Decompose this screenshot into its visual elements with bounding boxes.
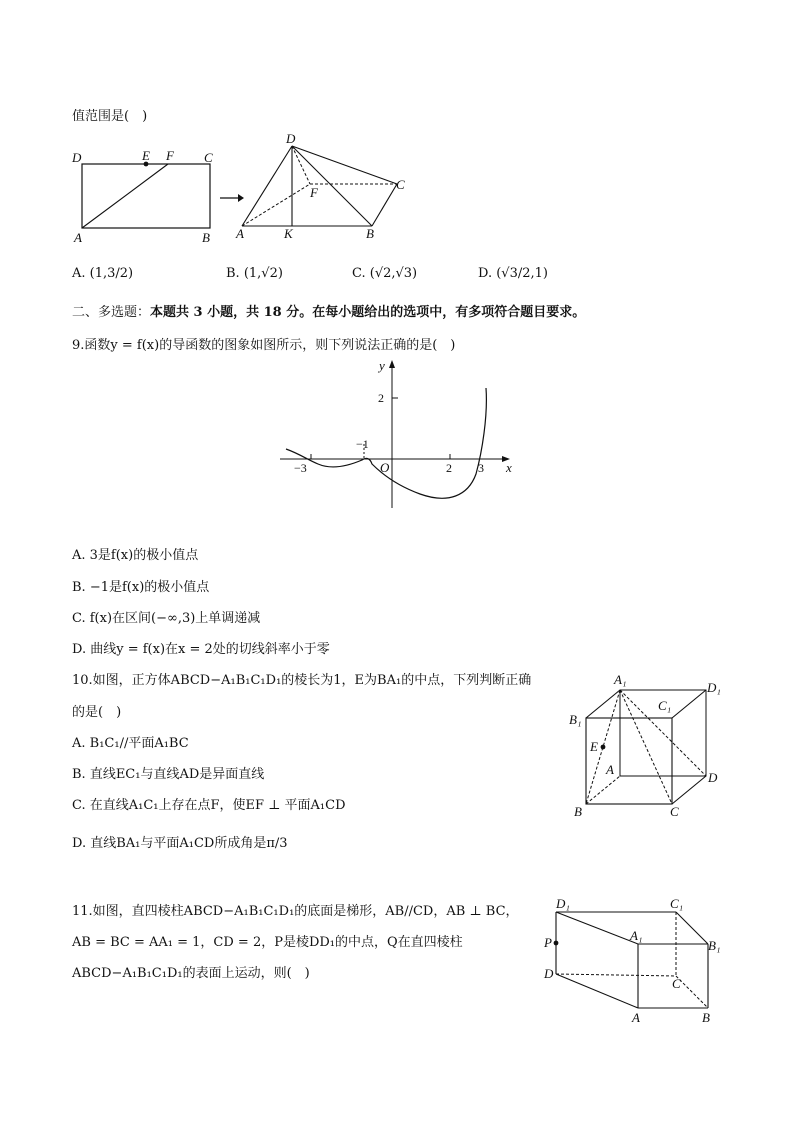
q11-prism-figure [540, 894, 730, 1029]
q11-line2: AB = BC = AA₁ = 1，CD = 2，P是棱DD₁的中点，Q在直四棱柱 [72, 935, 463, 950]
q10-option-a[interactable]: A. B₁C₁//平面A₁BC [72, 736, 189, 751]
q9-y-axis-label: y [379, 358, 385, 373]
q10-label-E: E [590, 739, 598, 754]
q11-label-A: A [632, 1010, 640, 1025]
q9-option-b[interactable]: B. −1是f(x)的极小值点 [72, 580, 210, 595]
q10-label-C: C [670, 804, 679, 819]
q11-label-A1: A₁ [630, 928, 643, 943]
q8-right-label-C: C [396, 177, 405, 192]
q11-label-D1: D₁ [556, 896, 570, 911]
q10-cube-figure [566, 672, 726, 822]
q8-option-c[interactable]: C. (√2,√3) [352, 266, 418, 281]
q9-tick-neg3: −3 [294, 461, 307, 475]
q9-tick-2-x: 2 [446, 461, 452, 475]
q10-label-B: B [574, 804, 582, 819]
q8-intro: 值范围是( ) [72, 109, 148, 124]
q11-label-C: C [672, 976, 681, 991]
q10-label-A: A [606, 762, 614, 777]
q8-option-d[interactable]: D. (√3/2,1) [478, 266, 548, 281]
q9-option-d[interactable]: D. 曲线y = f(x)在x = 2处的切线斜率小于零 [72, 642, 330, 657]
q9-tick-3-x: 3 [478, 461, 484, 475]
q11-line3: ABCD−A₁B₁C₁D₁的表面上运动，则( ) [72, 966, 310, 981]
q8-right-label-B: B [366, 226, 374, 241]
q10-stem-line1: 10.如图，正方体ABCD−A₁B₁C₁D₁的棱长为1，E为BA₁的中点，下列判断正确 [72, 673, 532, 688]
section-description: 本题共 3 小题，共 18 分。在每小题给出的选项中，有多项符合题目要求。 [150, 305, 586, 320]
q10-label-D: D [708, 770, 718, 785]
q9-tick-neg1: −1 [356, 437, 369, 451]
q10-label-B1: B₁ [569, 712, 582, 727]
q9-stem: 9.函数y = f(x)的导函数的图象如图所示，则下列说法正确的是( ) [72, 338, 456, 353]
q9-tick-2-y: 2 [378, 391, 384, 405]
q11-label-B: B [702, 1010, 710, 1025]
q8-right-label-D: D [286, 131, 296, 146]
q8-left-label-F: F [166, 148, 174, 163]
q10-option-d[interactable]: D. 直线BA₁与平面A₁CD所成角是π/3 [72, 836, 288, 851]
q8-option-b[interactable]: B. (1,√2) [226, 266, 283, 281]
q11-label-C1: C₁ [670, 896, 684, 911]
q10-stem-line2: 的是( ) [72, 705, 122, 720]
q11-line1: 11.如图，直四棱柱ABCD−A₁B₁C₁D₁的底面是梯形，AB//CD，AB ⊥ BC， [72, 904, 519, 919]
q8-left-label-C: C [204, 150, 213, 165]
q9-derivative-graph [270, 356, 520, 516]
q9-origin-label: O [380, 460, 390, 475]
q8-right-label-K: K [284, 226, 293, 241]
q8-left-label-B: B [202, 230, 210, 245]
q9-option-a[interactable]: A. 3是f(x)的极小值点 [72, 548, 199, 563]
q10-label-D1: D₁ [707, 680, 721, 695]
q8-right-label-F: F [310, 185, 318, 200]
section-heading [72, 301, 585, 320]
q10-label-C1: C₁ [658, 698, 672, 713]
q8-fig-right [232, 132, 417, 242]
q10-option-b[interactable]: B. 直线EC₁与直线AD是异面直线 [72, 767, 265, 782]
q11-label-D: D [544, 966, 554, 981]
q9-option-c[interactable]: C. f(x)在区间(−∞,3)上单调递减 [72, 611, 261, 626]
q8-right-label-A: A [236, 226, 244, 241]
q11-label-B1: B₁ [708, 938, 721, 953]
q8-left-label-D: D [72, 150, 82, 165]
q10-option-c[interactable]: C. 在直线A₁C₁上存在点F，使EF ⊥ 平面A₁CD [72, 798, 346, 813]
q10-label-A1: A₁ [614, 672, 627, 687]
section-prefix: 二、多选题： [72, 305, 151, 320]
q8-left-label-A: A [74, 230, 82, 245]
q11-label-P: P [544, 935, 552, 950]
q8-left-label-E: E [142, 148, 150, 163]
q8-option-a[interactable]: A. (1,3/2) [72, 266, 134, 281]
q9-x-axis-label: x [506, 460, 512, 475]
q8-fig-left [72, 148, 222, 248]
